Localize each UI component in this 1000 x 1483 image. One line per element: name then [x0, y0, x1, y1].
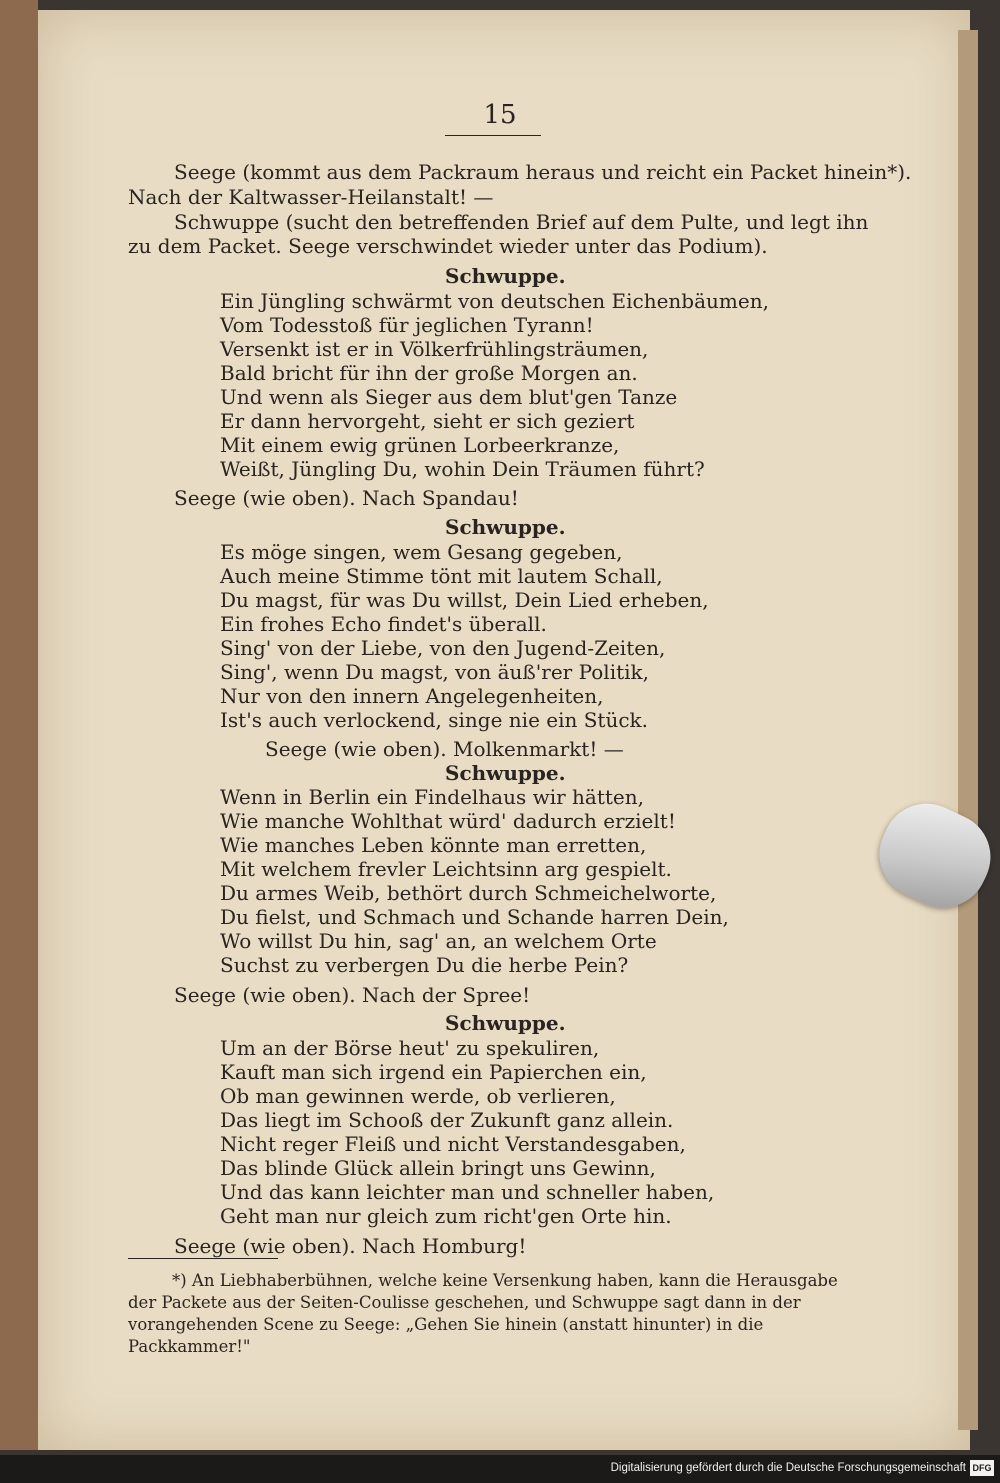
footnote-line: *) An Liebhaberbühnen, welche keine Versenkung haben, kann die Herausgabe — [172, 1271, 838, 1290]
text-line: Du magst, für was Du willst, Dein Lied erheben, — [220, 588, 709, 612]
footnote-separator — [128, 1258, 278, 1259]
text-line: Wie manches Leben könnte man erretten, — [220, 833, 647, 857]
text-line: Wenn in Berlin ein Findelhaus wir hätten, — [220, 785, 644, 809]
text-line: Vom Todesstoß für jeglichen Tyrann! — [220, 313, 594, 337]
text-line: Und das kann leichter man und schneller haben, — [220, 1180, 715, 1204]
text-line: Weißt, Jüngling Du, wohin Dein Träumen führt? — [220, 457, 705, 481]
text-line: Ob man gewinnen werde, ob verlieren, — [220, 1084, 616, 1108]
text-line: Nur von den innern Angelegenheiten, — [220, 684, 604, 708]
book-right-edge — [958, 30, 978, 1430]
text-line: Du armes Weib, bethört durch Schmeichelworte, — [220, 881, 717, 905]
text-line: Er dann hervorgeht, sieht er sich geziert — [220, 409, 635, 433]
text-line: Nach der Kaltwasser-Heilanstalt! — — [128, 185, 494, 209]
text-line: Kauft man sich irgend ein Papierchen ein, — [220, 1060, 647, 1084]
speaker-heading: Schwuppe. — [445, 515, 566, 539]
text-line: Das blinde Glück allein bringt uns Gewinn, — [220, 1156, 656, 1180]
text-line: Du fielst, und Schmach und Schande harren Dein, — [220, 905, 729, 929]
text-line: Wie manche Wohlthat würd' dadurch erzielt! — [220, 809, 676, 833]
text-line: zu dem Packet. Seege verschwindet wieder unter das Podium). — [128, 234, 768, 258]
speaker-heading: Schwuppe. — [445, 264, 566, 288]
text-line: Ein frohes Echo findet's überall. — [220, 612, 547, 636]
text-line: Suchst zu verbergen Du die herbe Pein? — [220, 953, 629, 977]
footnote-line: vorangehenden Scene zu Seege: „Gehen Sie hinein (anstatt hinunter) in die — [128, 1315, 764, 1334]
text-line: Das liegt im Schooß der Zukunft ganz allein. — [220, 1108, 674, 1132]
text-line: Nicht reger Fleiß und nicht Verstandesgaben, — [220, 1132, 686, 1156]
text-line: Seege (kommt aus dem Packraum heraus und reicht ein Packet hinein*). — [174, 160, 912, 184]
speaker-heading: Schwuppe. — [445, 761, 566, 785]
footnote-line: der Packete aus der Seiten-Coulisse geschehen, und Schwuppe sagt dann in der — [128, 1293, 801, 1312]
text-line: Mit einem ewig grünen Lorbeerkranze, — [220, 433, 620, 457]
footnote-line: Packkammer!" — [128, 1337, 251, 1356]
text-line: Es möge singen, wem Gesang gegeben, — [220, 540, 623, 564]
speaker-heading: Schwuppe. — [445, 1011, 566, 1035]
text-line: Bald bricht für ihn der große Morgen an. — [220, 361, 638, 385]
text-line: Seege (wie oben). Nach Spandau! — [174, 486, 519, 510]
book-left-edge — [0, 0, 38, 1450]
dfg-logo: DFG — [970, 1460, 994, 1476]
text-line: Sing' von der Liebe, von den Jugend-Zeiten, — [220, 636, 666, 660]
text-line: Sing', wenn Du magst, von äuß'rer Politik, — [220, 660, 649, 684]
text-line: Und wenn als Sieger aus dem blut'gen Tanze — [220, 385, 678, 409]
text-line: Um an der Börse heut' zu spekuliren, — [220, 1036, 600, 1060]
digitization-credit: Digitalisierung gefördert durch die Deutsche Forschungsgemeinschaft — [610, 1462, 966, 1474]
text-line: Auch meine Stimme tönt mit lautem Schall, — [220, 564, 663, 588]
text-line: Schwuppe (sucht den betreffenden Brief auf dem Pulte, und legt ihn — [174, 210, 869, 234]
text-line: Versenkt ist er in Völkerfrühlingsträumen, — [220, 337, 649, 361]
page-number: 15 — [483, 100, 517, 130]
text-line: Geht man nur gleich zum richt'gen Orte hin. — [220, 1204, 672, 1228]
text-line: Seege (wie oben). Nach Homburg! — [174, 1234, 527, 1258]
page-number-rule — [445, 135, 541, 136]
text-line: Seege (wie oben). Molkenmarkt! — — [265, 737, 624, 761]
text-line: Ein Jüngling schwärmt von deutschen Eichenbäumen, — [220, 289, 769, 313]
text-line: Seege (wie oben). Nach der Spree! — [174, 983, 531, 1007]
text-line: Wo willst Du hin, sag' an, an welchem Orte — [220, 929, 657, 953]
text-line: Ist's auch verlockend, singe nie ein Stück. — [220, 708, 649, 732]
text-line: Mit welchem frevler Leichtsinn arg gespielt. — [220, 857, 672, 881]
